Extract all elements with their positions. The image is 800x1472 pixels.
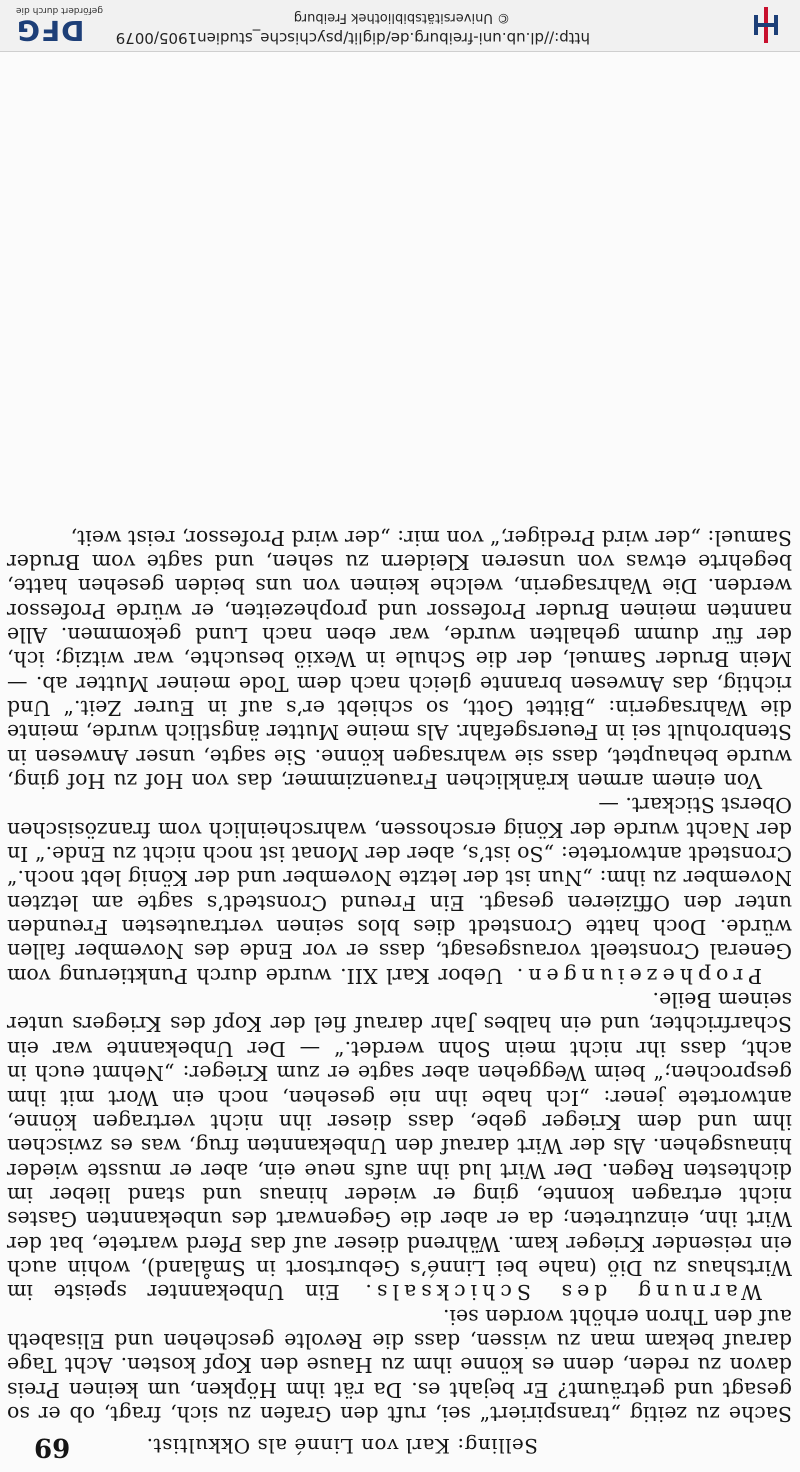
section-head-warnung: Warnung des Schicksals.: [360, 1280, 762, 1305]
paragraph-3-text: Uebor Karl XII. wurde durch Punktierung vom General Cronsteelt vorausgesagt, dass er vor Ende des November fallen würde. Doch hatte Cronstedt dies blos seinen vertrautesten Freunden unter den Offizieren gesagt. Ein Freund Cronstedt’s sagte am letzten November zu ihm: „Nun ist der letzte November und der König lebt noch.“ Cronstedt antwortete: „So ist’s, aber der Monat ist noch nicht zu Ende.“ In der Nacht wurde der König erschossen, wahrscheinlich vom französischen Oberst Stickart. —: [7, 793, 792, 988]
dfg-note: gefördert durch die: [16, 5, 103, 15]
footer-strip: [0, 0, 800, 52]
dfg-logo: [16, 1, 116, 47]
paragraph-2-text: speiste im Wirtshaus zu Diö (nahe bei Linné’s Geburtsort in Småland), wohin auch ein reisender Krieger kam. Während dieser auf das Pferd wartete, bat der Wirt ihn, einzutreten; da er aber die Gegenwart des unbekannten Gastes nicht ertragen konnte, ging er wieder hinaus und stand lieber im dichtesten Regen. Der Wirt lud ihn aufs neue ein, aber er musste wieder hinausgehen. Als der Wirt darauf den Unbekannten frug, was es zwischen ihm und dem Krieger gebe, dass dieser ihn nicht vertragen könne, antwortete jener: „Ich habe ihn nie gesehen, noch ein Wort mit ihm gesprochen;“ beim Weggehen aber sagte er zum Krieger: „Nehmt euch in acht, dass ihr nicht mein Sohn werdet.“ — Der Unbekannte war ein Scharfrichter, und ein halbes Jahr darauf fiel der Kopf des Kriegers unter seinem Beile.: [7, 988, 792, 1305]
source-url[interactable]: http://dl.ub.uni-freiburg.de/diglit/psychische_studien1905/0079: [115, 29, 590, 47]
dfg-wordmark: DFG: [16, 14, 85, 47]
running-title: Selling: Karl von Linné als Okkultist.: [146, 1434, 538, 1458]
paragraph-1: Sache zu zeitig „transpiriert“ sei, ruft den Grafen zu sich, fragt, ob er so gesagt und geträumt? Er bejaht es. Da rät ihm Höpken, um keinen Preis davon zu reden, denn es könne ihm zu Hause den Kopf kosten. Acht Tage darauf bekam man zu wissen, dass die Revolte geschehen und Elisabeth auf den Thron erhöht worden sei.: [7, 1304, 792, 1426]
section-head-prophezeiungen: Prophezeiungen.: [511, 963, 762, 988]
paragraph-4: Von einem armen kränklichen Frauenzimmer, das von Hof zu Hof ging, wurde behauptet, dass sie wahrsagen könne. Sie sagte, unser Anwesen in Stenbrohult sei in Feuersgefahr. Als meine Mutter ängstlich wurde, meinte die Wahrsagerin: „Bittet Gott, so schiebt er’s auf in Eurer Zeit.“ Und richtig, das Anwesen brannte gleich nach dem Tode meiner Mutter ab. — Mein Bruder Samuel, der die Schule in Wexiö besuchte, war witzig; ich, der für dumm gehalten wurde, war eben nach Lund gekommen. Alle nannten meinen Bruder Professor und prophezeiten, er würde Professor werden. Die Wahrsagerin, welche keinen von uns beiden gesehen hatte, begehrte etwas von unseren Kleidern zu sehen, und sagte vom Bruder Samuel: „der wird Prediger,“ von mir: „der wird Professor, reist weit,: [7, 525, 792, 794]
paragraph-warnung: [7, 988, 792, 1304]
page-number: 69: [34, 1432, 71, 1462]
page-header: [28, 1428, 688, 1464]
paragraph-prophezeiungen: [7, 793, 792, 988]
page-body: [7, 525, 792, 1426]
university-logo-icon: [746, 5, 786, 45]
warnung-lead: Ein Unbekannter: [147, 1280, 340, 1305]
copyright-text: © Universitätsbibliothek Freiburg: [293, 10, 510, 25]
